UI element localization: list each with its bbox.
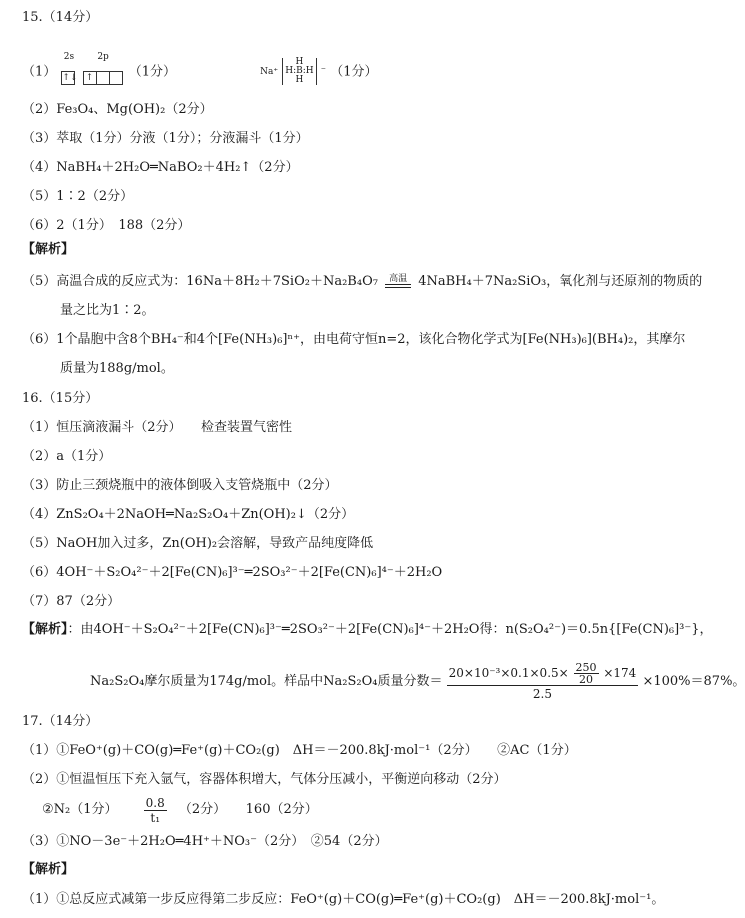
q15-answer-4: （4）NaBH₄＋2H₂O═NaBO₂＋4H₂↑（2分）: [22, 160, 299, 175]
q15-answer-1: [22, 52, 378, 85]
q16-mass-fraction-result: ×100%＝87%。: [642, 674, 745, 689]
high-temp-arrow: [385, 275, 411, 288]
q16-analysis-heading: 【解析】: [22, 622, 68, 637]
mass-fraction-denominator: 2.5: [532, 687, 553, 701]
q16-analysis-line-2: [90, 660, 745, 704]
q16-answer-7: （7）87（2分）: [22, 594, 121, 609]
mass-fraction: [447, 662, 639, 702]
dilution-numerator: 250: [575, 661, 597, 674]
q16-analysis-text: ：由4OH⁻＋S₂O₄²⁻＋2[Fe(CN)₆]³⁻═2SO₃²⁻＋2[Fe(CN)₆]⁴⁻＋2H₂O得：n(S₂O₄²⁻)＝0.5n{[Fe(CN)₆]³⁻}，: [67, 622, 713, 637]
nabh4-electron-formula: [260, 57, 326, 87]
numerator-part-a: 20×10⁻³×0.1×0.5×: [448, 666, 569, 680]
q16-header: 16.（15分）: [22, 391, 99, 406]
q17-header: 17.（14分）: [22, 714, 99, 729]
q15-a1-score-1: （1分）: [128, 64, 176, 80]
orbital-2p-cell-1: ↑: [83, 71, 97, 85]
mass-fraction-numerator: [447, 662, 639, 686]
orbital-2s-cell: ↑↓: [62, 73, 78, 83]
nabh4-na-ion: Na⁺: [260, 67, 279, 77]
q15-answer-5: （5）1∶2（2分）: [22, 189, 134, 204]
q16-answer-5: （5）NaOH加入过多，Zn(OH)₂会溶解，导致产品纯度降低: [22, 536, 374, 551]
q15-analysis-5-line-1: [22, 274, 702, 290]
dilution-denominator: 20: [579, 673, 594, 686]
q16-mass-fraction-text: Na₂S₂O₄摩尔质量为174g/mol。样品中Na₂S₂O₄质量分数＝: [90, 674, 443, 689]
q17-answer-1: （1）①FeO⁺(g)＋CO(g)═Fe⁺(g)＋CO₂(g) ΔH＝－200.8kJ·mol⁻¹（2分） ②AC（1分）: [22, 743, 577, 758]
q17-answer-3: （3）①NO－3e⁻＋2H₂O═4H⁺＋NO₃⁻（2分） ②54（2分）: [22, 834, 388, 849]
q15-a1-number: （1）: [22, 64, 57, 80]
orbital-2p-cell-2: [96, 71, 110, 85]
q15-x5-reaction: （5）高温合成的反应式为：16Na＋8H₂＋7SiO₂＋Na₂B₄O₇: [22, 274, 378, 289]
q16-answer-6: （6）4OH⁻＋S₂O₄²⁻＋2[Fe(CN)₆]³⁻═2SO₃²⁻＋2[Fe(CN)₆]⁴⁻＋2H₂O: [22, 565, 443, 580]
q17-a2b-score: （2分） 160（2分）: [178, 802, 318, 817]
bh4-charge: ⁻: [320, 66, 327, 77]
q17-answer-2: （2）①恒温恒压下充入氩气，容器体积增大，气体分压减小，平衡逆向移动（2分）: [22, 772, 507, 787]
q15-a1-score-2: （1分）: [330, 64, 378, 80]
q15-header: 15.（14分）: [22, 10, 99, 25]
q15-analysis-5-line-2: 量之比为1∶2。: [60, 303, 155, 318]
q17-answer-2b: [42, 793, 318, 827]
q16-analysis-line-1: [22, 622, 713, 638]
orbital-2p: [84, 52, 123, 92]
q17-analysis-1: （1）①总反应式减第一步反应得第二步反应：FeO⁺(g)＋CO(g)═Fe⁺(g)＋CO₂(g) ΔH＝－200.8kJ·mol⁻¹。: [22, 892, 665, 907]
orbital-2p-cell-3: [109, 71, 123, 85]
q15-analysis-6-line-1: （6）1个晶胞中含8个BH₄⁻和4个[Fe(NH₃)₆]ⁿ⁺，由电荷守恒n=2，该化合物化学式为[Fe(NH₃)₆](BH₄)₂，其摩尔: [22, 332, 686, 347]
orbital-2p-label: 2p: [97, 52, 109, 62]
high-temp-label: 高温: [389, 274, 408, 284]
q17-analysis-heading: 【解析】: [22, 862, 75, 877]
orbital-2s: [62, 52, 78, 92]
bh4-center: H:B:H: [285, 66, 314, 76]
rate-fraction: [144, 796, 167, 825]
q15-answer-6: （6）2（1分） 188（2分）: [22, 218, 191, 233]
q17-a2b-gas: ②N₂（1分）: [42, 802, 118, 817]
bh4-bottom-h: H: [295, 75, 304, 85]
q15-analysis-heading: 【解析】: [22, 242, 75, 257]
q15-analysis-6-line-2: 质量为188g/mol。: [60, 361, 174, 376]
numerator-part-b: ×174: [603, 666, 637, 680]
q15-x5-products: 4NaBH₄＋7Na₂SiO₃，氧化剂与还原剂的物质的: [418, 274, 703, 289]
q15-answer-2: （2）Fe₃O₄、Mg(OH)₂（2分）: [22, 102, 213, 117]
orbital-2s-label: 2s: [63, 52, 75, 62]
rate-numerator: 0.8: [145, 795, 165, 810]
dilution-fraction: [574, 662, 599, 685]
q16-answer-2: （2）a（1分）: [22, 449, 112, 464]
rate-denominator: t₁: [150, 810, 161, 825]
q15-answer-3: （3）萃取（1分）分液（1分）；分液漏斗（1分）: [22, 131, 309, 146]
q16-answer-1: （1）恒压滴液漏斗（2分） 检查装置气密性: [22, 420, 293, 435]
bh4-top-h: H: [295, 57, 304, 67]
q16-answer-4: （4）ZnS₂O₄＋2NaOH═Na₂S₂O₄＋Zn(OH)₂↓（2分）: [22, 507, 355, 522]
q16-answer-3: （3）防止三颈烧瓶中的液体倒吸入支管烧瓶中（2分）: [22, 478, 338, 493]
